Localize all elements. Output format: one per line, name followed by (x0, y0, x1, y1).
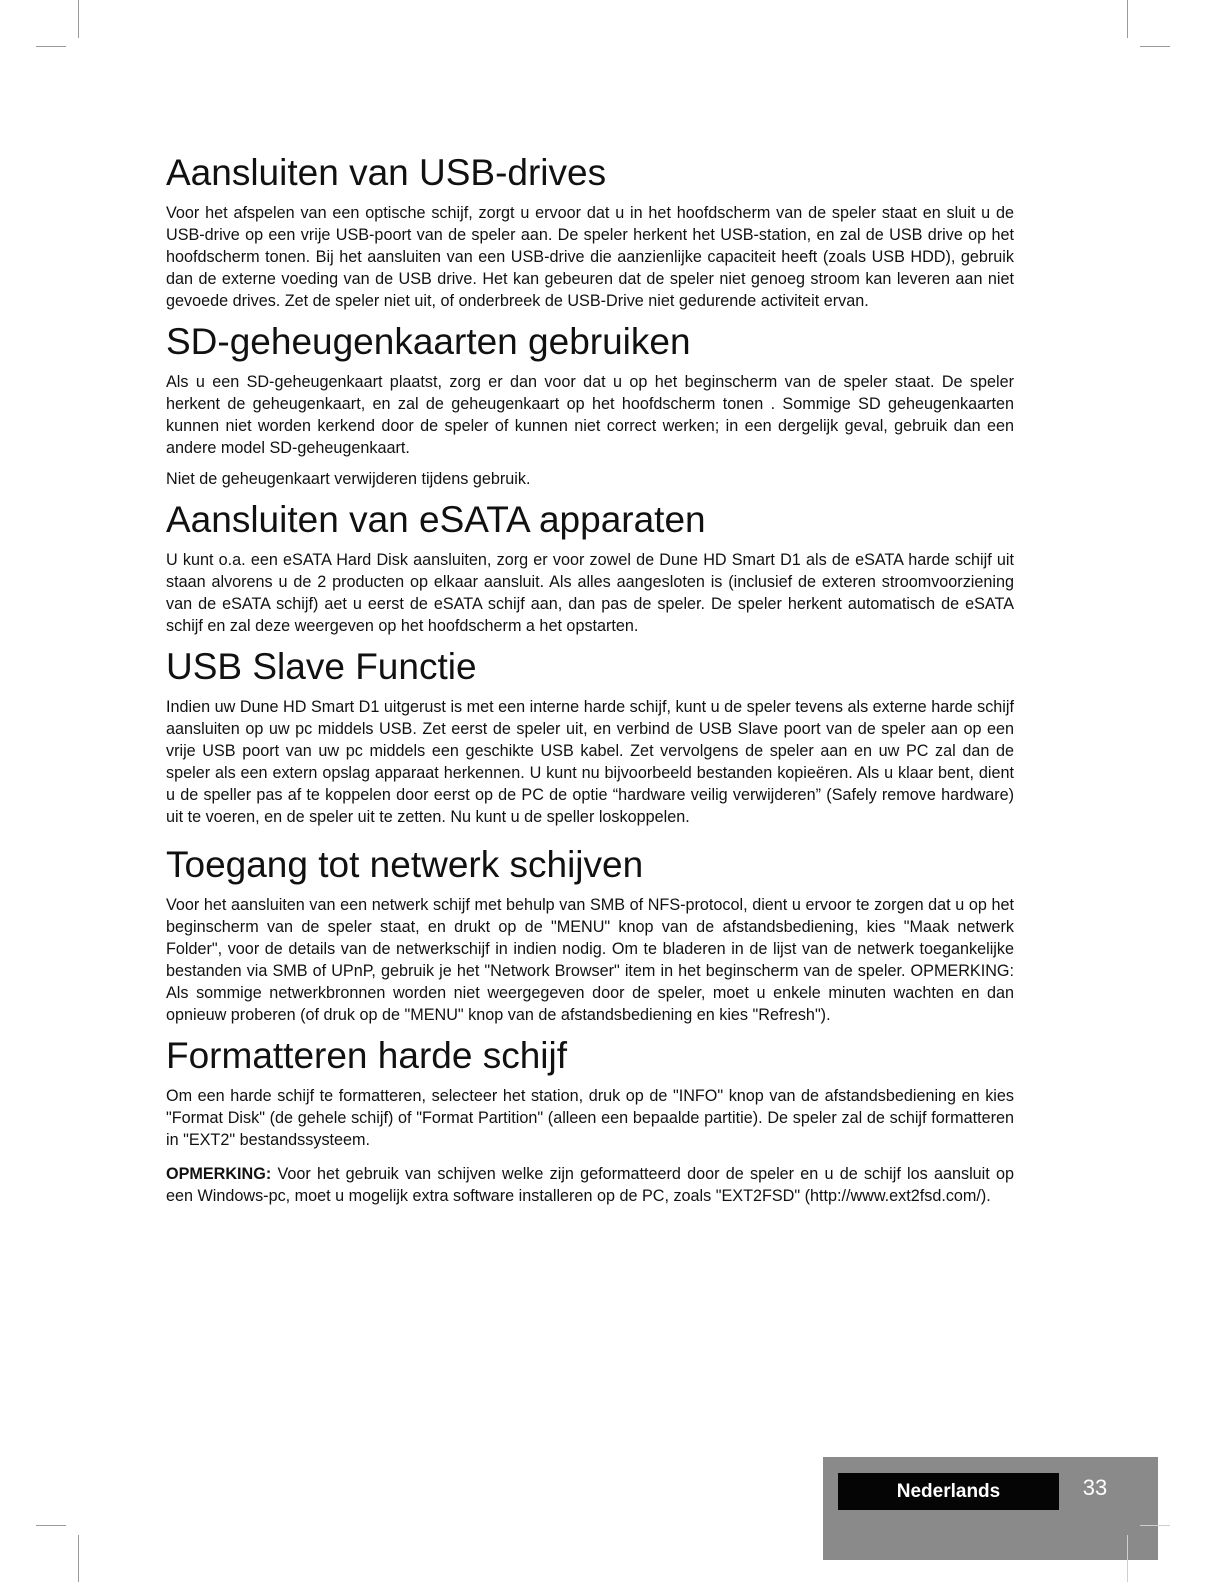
section-usb-drives (166, 150, 1014, 312)
note-paragraph (166, 1163, 1014, 1207)
section-usb-slave (166, 644, 1014, 828)
crop-mark (1140, 1525, 1170, 1526)
section-paragraph: Indien uw Dune HD Smart D1 uitgerust is met een interne harde schijf, kunt u de speler tevens als externe harde schijf aansluiten op uw pc middels USB. Zet eerst de speler uit, en verbind de USB Slave poort van de speler aan op een vrije USB poort van uw pc middels een geschikte USB kabel. Zet vervolgens de speler aan en uw PC zal dan de speler als een extern opslag apparaat herkennen. U kunt nu bijvoorbeeld bestanden kopieëren. Als u klaar bent, dient u de speller pas af te koppelen door eerst op de PC de optie “hardware veilig verwijderen” (Safely remove hardware) uit te voeren, en de speler uit te zetten. Nu kunt u de speller loskoppelen. (166, 698, 1014, 826)
section-paragraph: U kunt o.a. een eSATA Hard Disk aansluiten, zorg er voor zowel de Dune HD Smart D1 als de eSATA harde schijf uit staan alvorens u de 2 producten op elkaar aansluit. Als alles aangesloten is (inclusief de exteren stroomvoorziening van de eSATA schijf) aet u eerst de eSATA schijf aan, dan pas de speler. De speler herkent automatisch de eSATA schijf en zal deze weergeven op het hoofdscherm a het opstarten. (166, 551, 1014, 635)
section-paragraph: Als u een SD-geheugenkaart plaatst, zorg er dan voor dat u op het beginscherm van de speler staat. De speler herkent de geheugenkaart, en zal de geheugenkaart op het hoofdscherm tonen . Sommige SD geheugenkaarten kunnen niet worden kerkend door de speler of kunnen niet correct werken; in een dergelijk geval, gebruik dan een andere model SD-geheugenkaart. (166, 373, 1014, 457)
page-number: 33 (1082, 1475, 1108, 1500)
section-title: Formatteren harde schijf (166, 1035, 568, 1076)
section-title: Aansluiten van eSATA apparaten (166, 499, 706, 540)
crop-mark (1127, 0, 1128, 38)
crop-mark (1140, 46, 1170, 47)
section-paragraph: Niet de geheugenkaart verwijderen tijdens gebruik. (166, 470, 531, 488)
page-content (166, 150, 1014, 1216)
crop-mark (78, 0, 79, 38)
section-format (166, 1033, 1014, 1207)
section-esata (166, 497, 1014, 637)
section-paragraph: Voor het afspelen van een optische schijf, zorgt u ervoor dat u in het hoofdscherm van de speler staat en sluit u de USB-drive op een vrije USB-poort van de speler aan. De speler herkent het USB-station, en zal de USB drive op het hoofdscherm tonen. Bij het aansluiten van een USB-drive die aanzienlijke capaciteit heeft (zoals USB HDD), gebruik dan de externe voeding van de USB drive. Het kan gebeuren dat de speler niet genoeg stroom kan leveren aan niet gevoede drives. Zet de speler niet uit, of onderbreek de USB-Drive niet gedurende activiteit ervan. (166, 204, 1014, 310)
crop-mark (36, 1525, 66, 1526)
section-title: SD-geheugenkaarten gebruiken (166, 321, 691, 362)
section-sd-cards (166, 319, 1014, 490)
section-paragraph: Voor het aansluiten van een netwerk schijf met behulp van SMB of NFS-protocol, dient u ervoor te zorgen dat u op het beginscherm van de speler staat, en drukt op de "MENU" knop van de afstandsbediening, kies "Maak netwerk Folder", voor de details van de netwerkschijf in indien nodig. Om te bladeren in de lijst van de netwerk toegankelijke bestanden via SMB of UPnP, gebruik je het "Network Browser" item in het beginscherm van de speler. OPMERKING: Als sommige netwerkbronnen worden niet weergegeven door de speler, moet u enkele minuten wachten en dan opnieuw proberen (of druk op de "MENU" knop van de afstandsbediening en kies "Refresh"). (166, 896, 1014, 1024)
language-tab: Nederlands (838, 1473, 1059, 1510)
section-title: USB Slave Functie (166, 646, 477, 687)
section-title: Toegang tot netwerk schijven (166, 844, 644, 885)
section-title: Aansluiten van USB-drives (166, 152, 607, 193)
crop-mark (36, 46, 66, 47)
crop-mark (1127, 1535, 1128, 1582)
note-text: Voor het gebruik van schijven welke zijn geformatteerd door de speler en u de schijf los aansluit op een Windows-pc, moet u mogelijk extra software installeren op de PC, zoals "EXT2FSD" (http://www.ext2fsd.com/). (166, 1165, 1014, 1205)
crop-mark (78, 1535, 79, 1582)
note-label: OPMERKING: (166, 1165, 272, 1183)
section-paragraph: Om een harde schijf te formatteren, selecteer het station, druk op de "INFO" knop van de afstandsbediening en kies "Format Disk" (de gehele schijf) of "Format Partition" (alleen een bepaalde partitie). De speler zal de schijf formatteren in "EXT2" bestandssysteem. (166, 1087, 1014, 1149)
section-network (166, 842, 1014, 1026)
